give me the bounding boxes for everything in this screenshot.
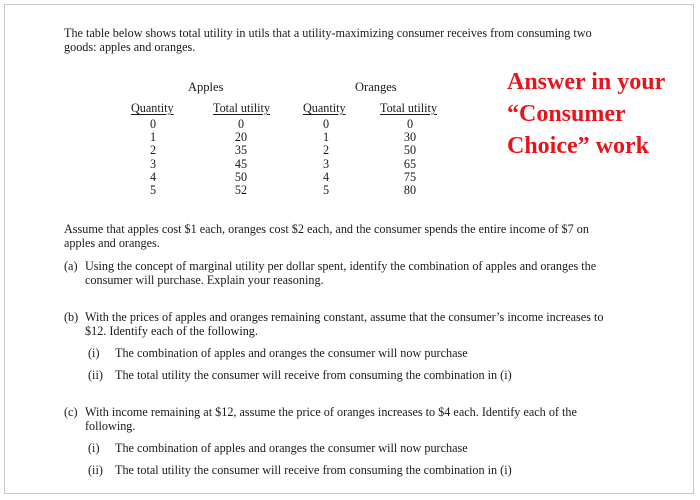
oranges-header: Oranges <box>355 80 397 94</box>
intro-full-text <box>0 0 1 1</box>
table-cell: 0 <box>406 117 414 131</box>
part-c-line-2: following. <box>85 419 136 433</box>
part-b-i-label: (i) <box>88 346 100 360</box>
part-c-label: (c) <box>64 405 78 419</box>
part-a-line-1: Using the concept of marginal utility per dollar spent, identify the combination of apples and oranges the <box>85 259 597 273</box>
assumption-line-2: apples and oranges. <box>64 236 160 250</box>
table-cell: 80 <box>403 183 417 198</box>
table-cell: 4 <box>149 169 157 184</box>
part-c-i-text: The combination of apples and oranges the consumer will now purchase <box>115 441 468 455</box>
table-cell: 3 <box>149 156 157 171</box>
table-cell: 5 <box>322 183 330 198</box>
part-b-line-2: $12. Identify each of the following. <box>85 324 258 338</box>
table-cell: 75 <box>403 169 417 184</box>
assumption-paragraph <box>64 222 589 250</box>
part-b-label: (b) <box>64 310 79 324</box>
table-cell: 35 <box>234 143 248 158</box>
answer-note-line-3: Choice” work <box>507 133 649 159</box>
part-a-line-2: consumer will purchase. Explain your reasoning. <box>85 273 324 287</box>
table-cell: 30 <box>403 130 417 145</box>
apples-utility-column <box>228 118 254 197</box>
question-part-c <box>64 405 684 433</box>
table-cell: 1 <box>322 130 330 145</box>
part-c-line-1: With income remaining at $12, assume the price of oranges increases to $4 each. Identify each of the <box>85 405 577 419</box>
part-b-i-text: The combination of apples and oranges the consumer will now purchase <box>115 346 468 360</box>
part-c-ii-label: (ii) <box>88 463 103 477</box>
answer-note-line-1: Answer in your <box>507 69 666 95</box>
part-c-subitem-ii <box>88 463 512 477</box>
question-part-b <box>64 310 684 338</box>
table-cell: 2 <box>149 143 157 158</box>
intro-line-1: The table below shows total utility in utils that a utility-maximizing consumer receives from consuming two <box>64 26 592 40</box>
part-a-label: (a) <box>64 259 78 273</box>
table-cell: 45 <box>234 156 248 171</box>
table-cell: 0 <box>237 117 245 131</box>
question-part-a <box>64 259 684 287</box>
oranges-quantity-header: Quantity <box>303 101 346 115</box>
part-b-line-1: With the prices of apples and oranges remaining constant, assume that the consumer’s income increases to <box>85 310 604 324</box>
table-cell: 2 <box>322 143 330 158</box>
apples-total-utility-header: Total utility <box>213 101 271 115</box>
apples-header: Apples <box>188 80 224 94</box>
table-cell: 5 <box>149 183 157 198</box>
part-b-subitem-i <box>88 346 468 360</box>
table-cell: 4 <box>322 169 330 184</box>
table-cell: 0 <box>322 117 330 131</box>
intro-paragraph <box>64 26 592 54</box>
apples-quantity-column <box>145 118 161 197</box>
answer-note-line-2: “Consumer <box>507 101 626 127</box>
oranges-total-utility-header: Total utility <box>380 101 438 115</box>
oranges-utility-column <box>397 118 423 197</box>
table-cell: 20 <box>234 130 248 145</box>
part-c-i-label: (i) <box>88 441 100 455</box>
answer-note <box>507 66 693 162</box>
table-cell: 3 <box>322 156 330 171</box>
table-cell: 65 <box>403 156 417 171</box>
table-cell: 52 <box>234 183 248 198</box>
table-cell: 1 <box>149 130 157 145</box>
part-c-ii-text: The total utility the consumer will receive from consuming the combination in (i) <box>115 463 512 477</box>
table-cell: 50 <box>403 143 417 158</box>
part-c-subitem-i <box>88 441 468 455</box>
oranges-quantity-column <box>318 118 334 197</box>
apples-quantity-header: Quantity <box>131 101 174 115</box>
part-b-subitem-ii <box>88 368 512 382</box>
table-cell: 0 <box>149 117 157 131</box>
part-b-ii-label: (ii) <box>88 368 103 382</box>
assumption-line-1: Assume that apples cost $1 each, oranges cost $2 each, and the consumer spends the entire income of $7 on <box>64 222 589 236</box>
table-cell: 50 <box>234 169 248 184</box>
part-b-ii-text: The total utility the consumer will receive from consuming the combination in (i) <box>115 368 512 382</box>
intro-line-2: goods: apples and oranges. <box>64 40 196 54</box>
